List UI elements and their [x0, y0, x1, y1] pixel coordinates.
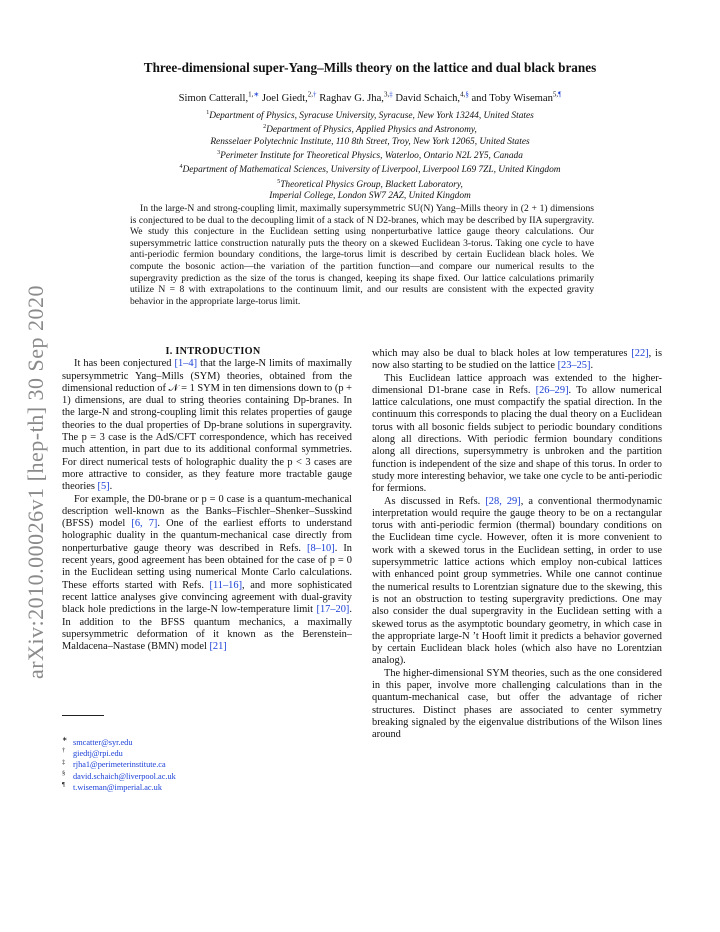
paragraph-text: . — [109, 481, 113, 493]
paragraph-text: , and more sophisticated recent lattice analyses give convincing agreement with dual-gravity black hole predictions in the large-N low-temperature limit — [62, 579, 353, 616]
section-heading: I. INTRODUCTION — [165, 346, 261, 357]
paragraph-text: . — [590, 360, 594, 372]
arxiv-id-text: arXiv:2010.00026v1 [hep-th] 30 Sep 2020 — [23, 284, 48, 680]
paragraph-text: , a conventional thermodynamic interpretation would require the gauge theory to be on a rectangular torus with anti-periodic fermion (thermal) boundary conditions on the Euclidean time cycle. However, often it is more convenient to work with a skewed torus in the Euclidean setting, in order to use supersymmetric lattice actions which employ non-cubical lattices with enhanced point group symmetries. While one cannot continue the numerical results to Lorentzian signature due to the skewing, this is not an obstruction to testing supergravity predictions. One may also consider the dual supergravity in the Euclidean setting with a skewed torus as the asymptotic boundary geometry, in which case in the appropriate large-N ’t Hooft limit it predicts a behavior governed by certain Euclidean black holes (which also have no Lorentzian analog). — [372, 495, 662, 667]
affiliation-number: 5 — [277, 178, 281, 185]
footnote-rule — [62, 715, 104, 716]
footnote: † giedtj@rpi.edu — [62, 747, 123, 759]
right-column — [372, 348, 662, 742]
citation-link[interactable]: [22] — [631, 348, 649, 359]
affiliation-line — [60, 122, 680, 136]
affiliation-list — [60, 108, 680, 202]
author — [319, 90, 393, 104]
affiliation-line — [60, 191, 680, 202]
affiliation-line — [60, 162, 680, 176]
author-name: Simon Catterall, — [178, 92, 249, 104]
arxiv-identifier-stamp — [18, 282, 54, 682]
citation-link[interactable]: [28, 29] — [485, 495, 521, 507]
paragraph-text: . One of the earliest efforts to understand holographic duality in the quantum-mechanical case directly from nonperturbative gauge theory was described in Refs. — [62, 518, 352, 554]
paragraph — [372, 496, 662, 668]
citation-link[interactable]: [11–16] — [209, 579, 243, 591]
author-name: Raghav G. Jha, — [319, 92, 384, 104]
paragraph-text: which may also be dual to black holes at low temperatures — [372, 348, 632, 359]
author — [178, 90, 260, 104]
footnote-list — [62, 737, 352, 793]
affiliation-line — [60, 177, 680, 191]
paragraph — [62, 358, 352, 493]
email-footnote-link[interactable]: § — [465, 90, 469, 98]
paper-title: Three-dimensional super-Yang–Mills theory on the lattice and dual black branes — [143, 60, 597, 75]
author — [395, 90, 469, 104]
paragraph-text: As discussed in Refs. — [384, 495, 486, 507]
affiliation-line — [60, 108, 680, 122]
paragraph-text: , is now also starting to be studied on the lattice — [372, 348, 662, 372]
email-footnote-link[interactable]: ¶ — [558, 90, 562, 98]
email-link[interactable]: rjha1@perimeterinstitute.ca — [73, 760, 166, 770]
affiliation-text: Imperial College, London SW7 2AZ, United Kingdom — [269, 190, 471, 201]
affiliation-text: Theoretical Physics Group, Blackett Laboratory, — [280, 179, 463, 190]
affiliation-text: Department of Physics, Syracuse University, Syracuse, New York 13244, United States — [209, 111, 534, 122]
citation-link[interactable]: [5] — [97, 481, 110, 493]
affiliation-number: 3 — [217, 149, 221, 156]
email-footnote-link[interactable]: ‡ — [389, 90, 393, 98]
affiliation-number: 4 — [179, 164, 183, 171]
citation-link[interactable]: [21] — [209, 641, 227, 653]
footnote: ∗ smcatter@syr.edu — [62, 736, 133, 747]
paragraph — [372, 373, 662, 496]
paragraph-text: . In recent years, good agreement has been obtained for the case of p = 0 in the Euclidean setting using numerical Monte Carlo calculations. These efforts started with Refs. — [62, 542, 352, 591]
affiliation-text: Perimeter Institute for Theoretical Physics, Waterloo, Ontario N2L 2Y5, Canada — [220, 150, 523, 161]
footnote: ¶ t.wiseman@imperial.ac.uk — [62, 781, 162, 792]
email-link[interactable]: giedtj@rpi.edu — [73, 749, 123, 759]
affiliation-line — [60, 148, 680, 162]
affiliation-text: Department of Mathematical Sciences, University of Liverpool, Liverpool L69 7ZL, United Kingdom — [182, 165, 561, 176]
author — [471, 90, 562, 104]
footnote: § david.schaich@liverpool.ac.uk — [62, 769, 176, 781]
email-footnote-link[interactable]: ∗ — [253, 90, 260, 98]
affiliation-text: Rensselaer Polytechnic Institute, 110 8th Street, Troy, New York 12065, United States — [210, 136, 530, 147]
author — [261, 90, 317, 104]
citation-link[interactable]: [23–25] — [557, 360, 591, 372]
email-link[interactable]: smcatter@syr.edu — [73, 738, 133, 747]
paragraph-text: For example, the D0-brane or p = 0 case is a quantum-mechanical description well-known as the Banks–Fischler–Shenker–Susskind (BFSS) model — [62, 493, 352, 530]
paragraph-text: . To allow numerical lattice calculations, one must compactify the spatial direction. In the continuum this corresponds to placing the dual theory on a Euclidean torus with all bosonic fields subject to periodic boundary conditions along all directions. With periodic fermion boundary conditions along all directions, supersymmetry is unbroken and the partition function is independent of the size and shape of this torus. In order to study more interesting behavior, we take one cycle to be anti-periodic for fermions. — [372, 384, 662, 495]
author-list — [60, 90, 680, 104]
paragraph-text: that the large-N limits of maximally supersymmetric Yang–Mills (SYM) theories, obtained from the dimensional reduction of 𝒩 = 1 SYM in ten dimensions down to (p + 1) dimensions, are dual to string theories containing Dp-branes. In the large-N and strong-coupling limit this relates properties of gauge theories to the dual properties of Dp-brane solutions in supergravity. The p = 3 case is the AdS/CFT correspondence, which has received much attention, in part due to its additional conformal symmetries. For direct numerical tests of holographic duality the p < 3 cases are more attractive to consider, as they feature more tractable gauge theories — [62, 358, 353, 493]
paragraph — [372, 348, 662, 373]
citation-link[interactable]: [17–20] — [316, 604, 350, 616]
author-name: and Toby Wiseman — [471, 92, 553, 104]
author-name: Joel Giedt, — [261, 92, 308, 104]
author-name: David Schaich, — [395, 92, 461, 104]
citation-link[interactable]: [6, 7] — [131, 518, 158, 530]
affiliation-line — [60, 137, 680, 148]
footnote: ‡ rjha1@perimeterinstitute.ca — [62, 758, 166, 770]
email-link[interactable]: t.wiseman@imperial.ac.uk — [73, 782, 162, 792]
affiliation-number: 1 — [206, 110, 210, 116]
paragraph-text: . In addition to the BFSS quantum mechanics, a maximally supersymmetric deformation of it known as the Berenstein–Maldacena–Nastase (BMN) model — [62, 604, 352, 653]
affiliation-marker: 3, — [383, 90, 390, 98]
affiliation-text: Department of Physics, Applied Physics and Astronomy, — [266, 125, 477, 136]
affiliation-marker: 4, — [460, 90, 466, 98]
email-footnote-link[interactable]: † — [313, 90, 317, 98]
citation-link[interactable]: [1–4] — [174, 358, 198, 370]
affiliation-marker: 2, — [307, 90, 314, 98]
email-link[interactable]: david.schaich@liverpool.ac.uk — [73, 771, 176, 781]
citation-link[interactable]: [26–29] — [535, 384, 569, 396]
affiliation-marker: 5, — [552, 90, 559, 98]
left-column — [62, 346, 352, 653]
paragraph — [372, 668, 662, 742]
paragraph-text: The higher-dimensional SYM theories, such as the one considered in this paper, involve more challenging calculations than in the quantum-mechanical case, but offer the advantage of richer structures. Distinct phases are associated to center symmetry breaking signaled by the eigenvalue distributions of the Wilson lines around — [372, 667, 662, 741]
citation-link[interactable]: [8–10] — [307, 542, 335, 554]
affiliation-marker: 1, — [248, 90, 254, 98]
paragraph — [62, 494, 352, 654]
abstract: In the large-N and strong-coupling limit, maximally supersymmetric SU(N) Yang–Mills theory in (2 + 1) dimensions is conjectured to be dual to the decoupling limit of a stack of N D2-branes, which may be described by IIA supergravity. We study this conjecture in the Euclidean setting using nonperturbative lattice gauge theory calculations. Our supersymmetric lattice construction naturally puts the theory on a skewed Euclidean 3-torus. Taking one cycle to have anti-periodic fermion boundary conditions, the large-torus limit is described by certain Euclidean black holes. We compute the bosonic action—the variation of the partition function—and compare our numerical results to the supergravity prediction as the size of the torus is changed, keeping its shape fixed. Our lattice calculations primarily utilize N = 8 with extrapolations to the continuum limit, and our results are consistent with the expected gravity behavior in the appropriate large-torus limit. — [130, 203, 594, 307]
paragraph-text: It has been conjectured — [74, 358, 175, 370]
paragraph-text: This Euclidean lattice approach was extended to the higher-dimensional D1-brane case in Refs. — [372, 372, 662, 396]
affiliation-number: 2 — [263, 124, 267, 131]
